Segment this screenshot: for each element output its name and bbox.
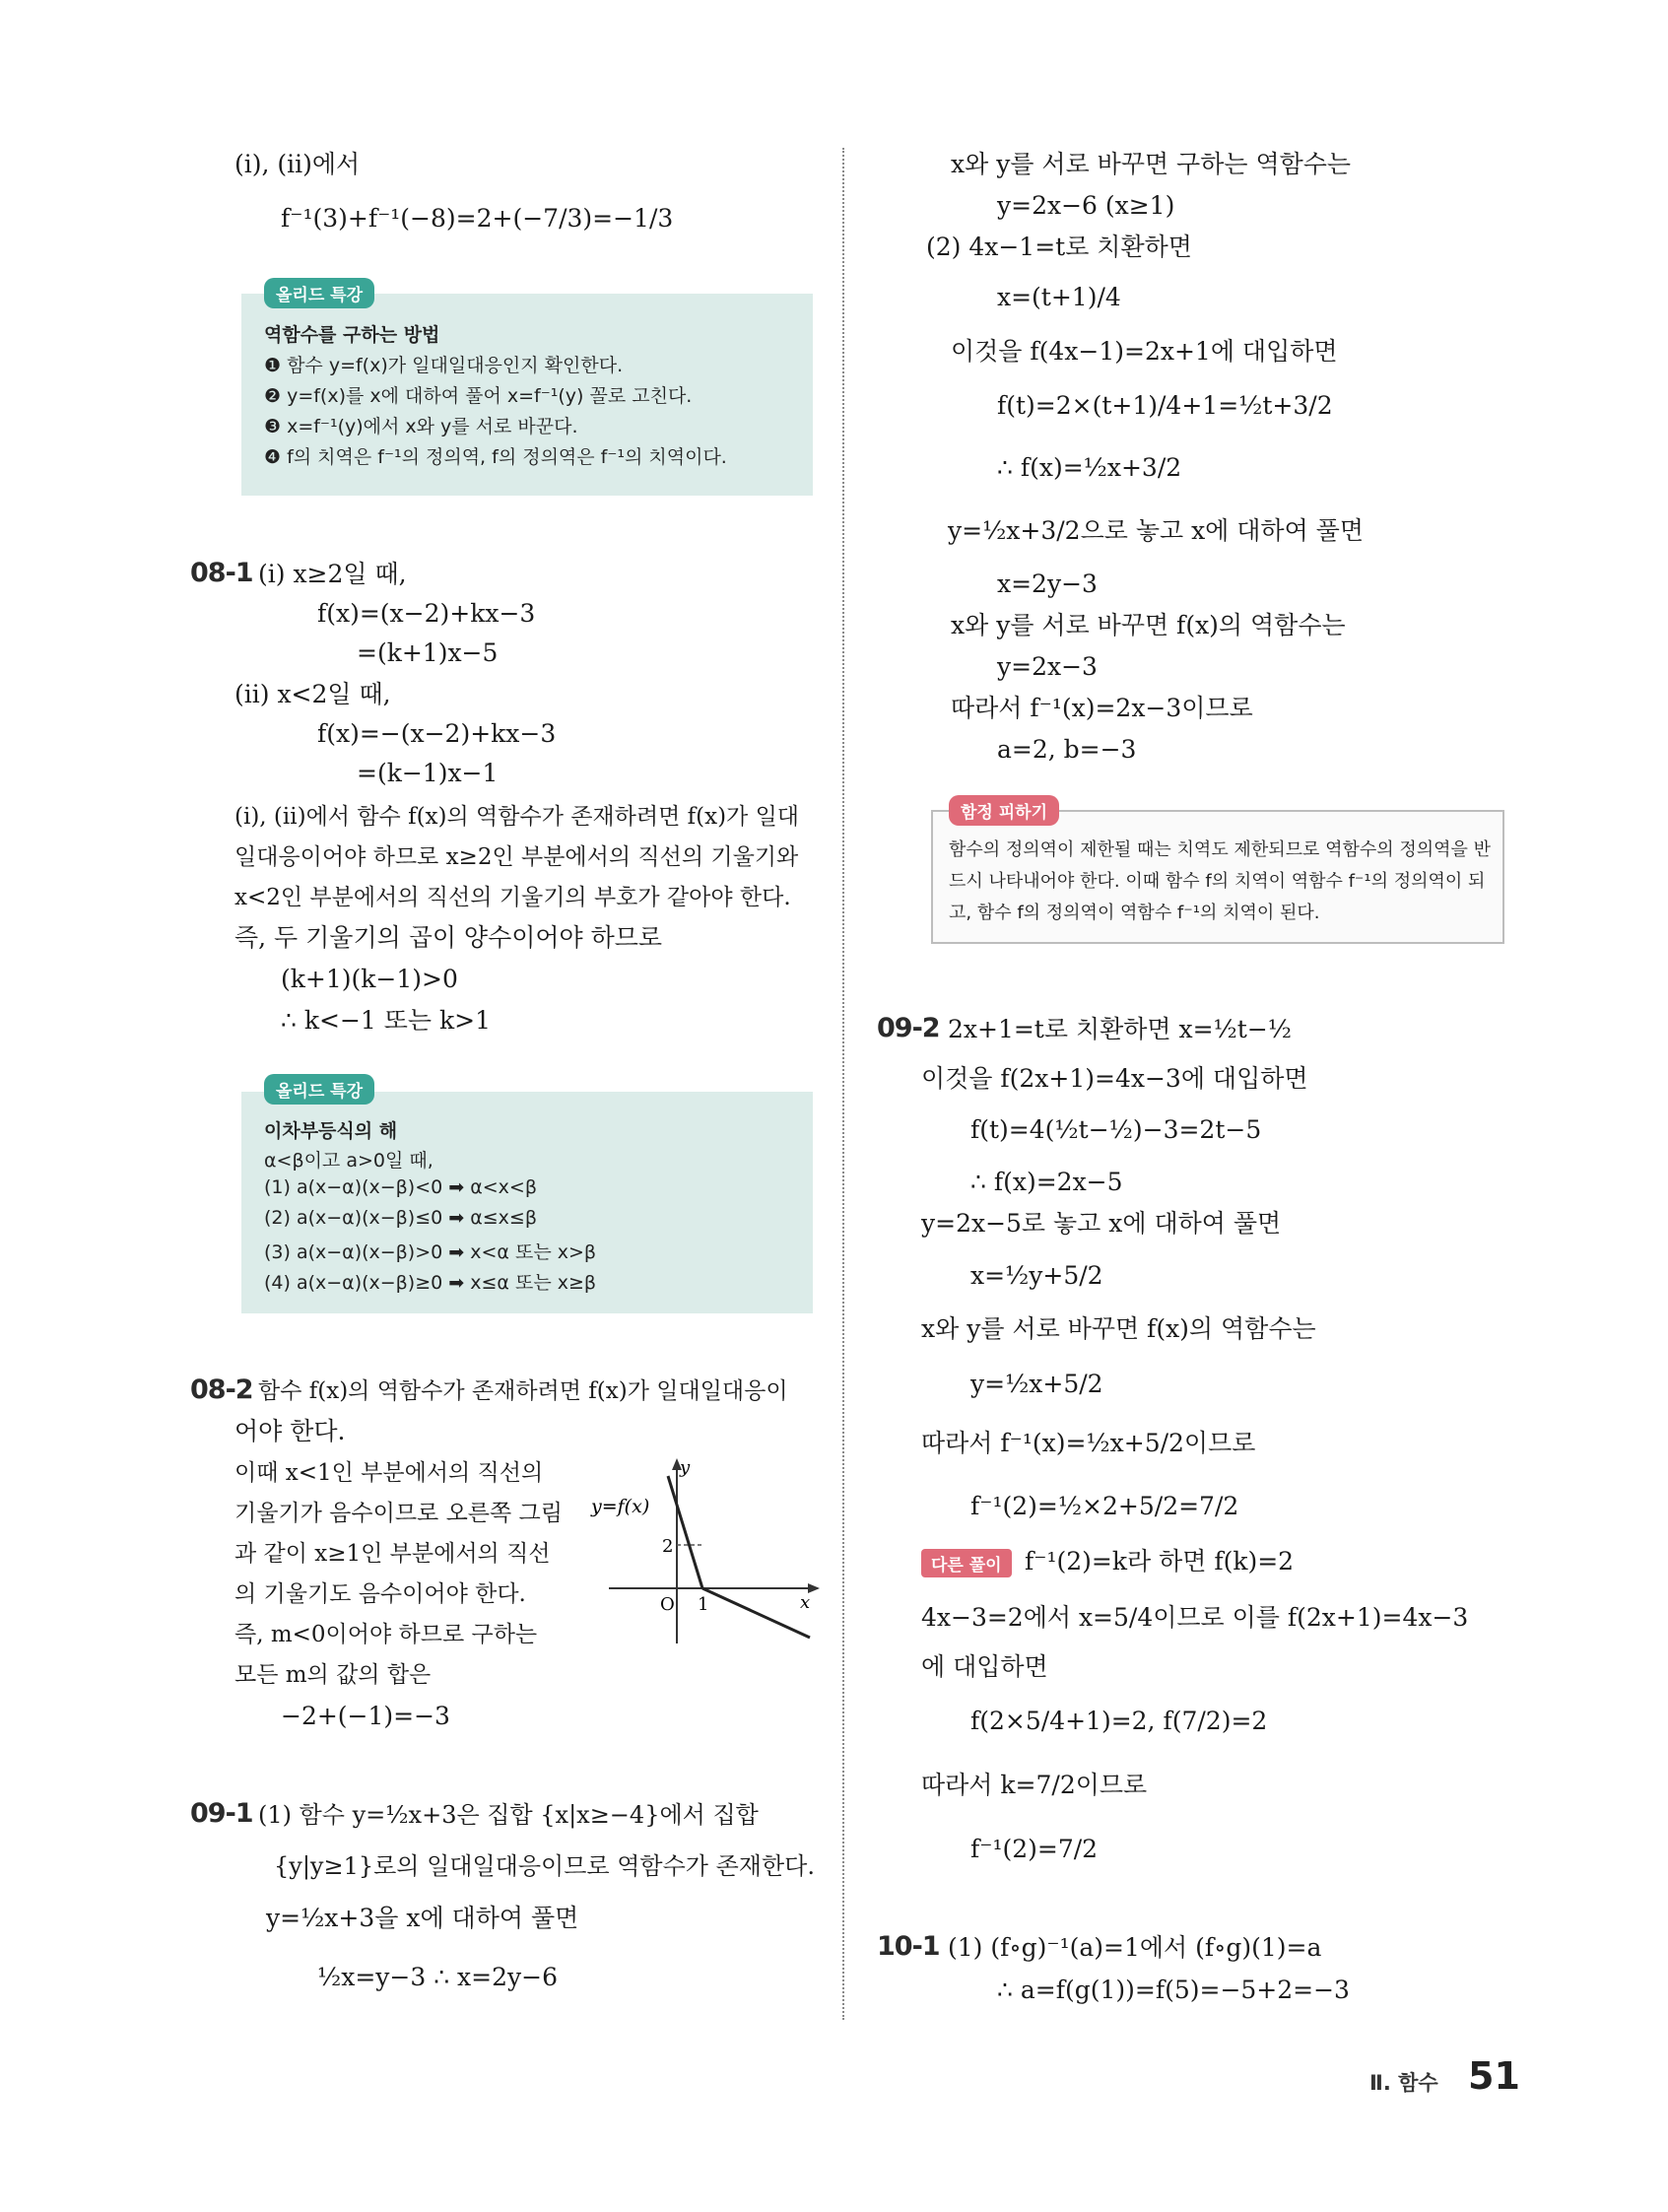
problem-number: 09-2 [877,1013,940,1043]
solution-line: ∴ f(x)=½x+3/2 [997,453,1182,482]
tip-item: (4) a(x−α)(x−β)≥0 ➡ x≤α 또는 x≥β [264,1272,596,1294]
page-number: 51 [1468,2054,1520,2098]
solution-line: 어야 한다. [234,1417,346,1445]
solution-line: (k+1)(k−1)>0 [281,965,458,993]
problem-number: 08-1 [190,558,253,588]
column-divider [842,148,844,2020]
solution-line: 이것을 f(4x−1)=2x+1에 대입하면 [951,337,1338,366]
solution-line: =(k−1)x−1 [357,759,499,787]
alt-solution-tag: 다른 풀이 [921,1549,1012,1577]
tip-title: 이차부등식의 해 [264,1120,398,1142]
tip-item: α<β이고 a>0일 때, [264,1150,434,1172]
solution-line: x<2인 부분에서의 직선의 기울기의 부호가 같아야 한다. [234,885,791,910]
tip-item: (1) a(x−α)(x−β)<0 ➡ α<x<β [264,1176,537,1198]
solution-line: f(t)=2×(t+1)/4+1=½t+3/2 [997,391,1333,420]
solution-line: ∴ f(x)=2x−5 [970,1168,1123,1196]
solution-line: f⁻¹(2)=½×2+5/2=7/2 [970,1492,1239,1520]
solution-line: 즉, m<0이어야 하므로 구하는 [234,1622,538,1647]
solution-line: x와 y를 서로 바꾸면 f(x)의 역함수는 [951,611,1346,639]
function-graph [581,1448,828,1645]
solution-line: 의 기울기도 음수이어야 한다. [234,1581,526,1607]
solution-line: f(2×5/4+1)=2, f(7/2)=2 [970,1707,1268,1735]
solution-line: 따라서 f⁻¹(x)=½x+5/2이므로 [921,1429,1256,1457]
solution-line: 4x−3=2에서 x=5/4이므로 이를 f(2x+1)=4x−3 [921,1603,1469,1632]
tip-tag: 올리드 특강 [264,1074,374,1105]
equation-line: f⁻¹(3)+f⁻¹(−8)=2+(−7/3)=−1/3 [281,204,674,233]
tip-item: (3) a(x−α)(x−β)>0 ➡ x<α 또는 x>β [264,1241,596,1263]
tip-tag: 올리드 특강 [264,278,374,308]
solution-line: f⁻¹(2)=7/2 [970,1835,1099,1863]
section-label: Ⅱ. 함수 [1369,2071,1438,2095]
text-line: (ⅰ), (ⅱ)에서 [234,150,361,178]
problem-number: 08-2 [190,1374,253,1405]
graph-line-right [702,1588,810,1638]
y-axis-label: y [680,1457,691,1478]
solution-line: 즉, 두 기울기의 곱이 양수이어야 하므로 [234,923,663,952]
warning-line: 고, 함수 f의 정의역이 역함수 f⁻¹의 치역이 된다. [949,903,1320,923]
solution-line: (ⅰ), (ⅱ)에서 함수 f(x)의 역함수가 존재하려면 f(x)가 일대 [234,804,800,830]
tip-item: ❶ 함수 y=f(x)가 일대일대응인지 확인한다. [264,355,624,376]
solution-line: 에 대입하면 [921,1652,1048,1681]
x-tick-label: 1 [698,1594,709,1615]
solution-line: x=(t+1)/4 [997,283,1121,311]
tip-item: ❷ y=f(x)를 x에 대하여 풀어 x=f⁻¹(y) 꼴로 고친다. [264,385,693,407]
solution-line: {y|y≥1}로의 일대일대응이므로 역함수가 존재한다. [274,1852,815,1880]
solution-line: (2) 4x−1=t로 치환하면 [926,233,1192,261]
graph-line-left [668,1476,702,1588]
solution-line: 따라서 k=7/2이므로 [921,1771,1148,1799]
y-tick-label: 2 [662,1536,674,1557]
solution-line: x=2y−3 [997,570,1098,598]
warning-line: 드시 나타내어야 한다. 이때 함수 f의 치역이 역함수 f⁻¹의 정의역이 되 [949,871,1486,892]
solution-line: =(k+1)x−5 [357,638,499,667]
solution-line: y=½x+3을 x에 대하여 풀면 [266,1904,579,1932]
curve-label: y=f(x) [591,1496,650,1517]
solution-line: 모든 m의 값의 합은 [234,1662,432,1688]
solution-line: 기울기가 음수이므로 오른쪽 그림 [234,1501,563,1526]
solution-line: −2+(−1)=−3 [281,1702,450,1730]
solution-line: ∴ a=f(g(1))=f(5)=−5+2=−3 [997,1976,1350,2004]
tip-item: (2) a(x−α)(x−β)≤0 ➡ α≤x≤β [264,1207,537,1229]
solution-line: (1) 함수 y=½x+3은 집합 {x|x≥−4}에서 집합 [258,1801,759,1829]
solution-line: (ⅱ) x<2일 때, [234,680,391,708]
solution-line: f⁻¹(2)=k라 하면 f(k)=2 [1025,1547,1295,1575]
x-axis-label: x [800,1592,811,1613]
solution-line: (ⅰ) x≥2일 때, [258,560,407,588]
solution-line: 함수 f(x)의 역함수가 존재하려면 f(x)가 일대일대응이 [258,1378,788,1404]
solution-line: y=2x−3 [997,652,1098,681]
solution-line: 일대응이어야 하므로 x≥2인 부분에서의 직선의 기울기와 [234,844,799,870]
warning-tag: 함정 피하기 [949,795,1059,826]
solution-line: x와 y를 서로 바꾸면 f(x)의 역함수는 [921,1314,1316,1343]
solution-line: y=½x+5/2 [970,1370,1103,1398]
solution-line: a=2, b=−3 [997,735,1137,764]
problem-number: 10-1 [877,1931,940,1962]
tip-item: ❸ x=f⁻¹(y)에서 x와 y를 서로 바꾼다. [264,416,578,437]
solution-line: ∴ k<−1 또는 k>1 [281,1006,491,1035]
solution-line: f(t)=4(½t−½)−3=2t−5 [970,1115,1262,1144]
solution-line: 과 같이 x≥1인 부분에서의 직선 [234,1541,551,1567]
solution-line: 이것을 f(2x+1)=4x−3에 대입하면 [921,1064,1308,1093]
solution-line: ½x=y−3 ∴ x=2y−6 [317,1963,558,1991]
warning-line: 함수의 정의역이 제한될 때는 치역도 제한되므로 역함수의 정의역을 반 [949,839,1492,860]
solution-line: x와 y를 서로 바꾸면 구하는 역함수는 [951,150,1352,178]
solution-line: f(x)=−(x−2)+kx−3 [317,719,557,748]
solution-line: 이때 x<1인 부분에서의 직선의 [234,1460,544,1486]
solution-line: 따라서 f⁻¹(x)=2x−3이므로 [951,694,1253,722]
origin-label: O [660,1594,675,1615]
solution-line: f(x)=(x−2)+kx−3 [317,599,536,628]
problem-number: 09-1 [190,1798,253,1829]
solution-line: 2x+1=t로 치환하면 x=½t−½ [948,1015,1292,1043]
tip-title: 역함수를 구하는 방법 [264,324,440,346]
solution-line: y=½x+3/2으로 놓고 x에 대하여 풀면 [948,516,1364,545]
tip-item: ❹ f의 치역은 f⁻¹의 정의역, f의 정의역은 f⁻¹의 치역이다. [264,446,727,468]
solution-line: y=2x−6 (x≥1) [997,191,1175,220]
solution-line: y=2x−5로 놓고 x에 대하여 풀면 [921,1209,1282,1238]
solution-line: (1) (f∘g)⁻¹(a)=1에서 (f∘g)(1)=a [948,1933,1322,1962]
solution-line: x=½y+5/2 [970,1261,1103,1290]
